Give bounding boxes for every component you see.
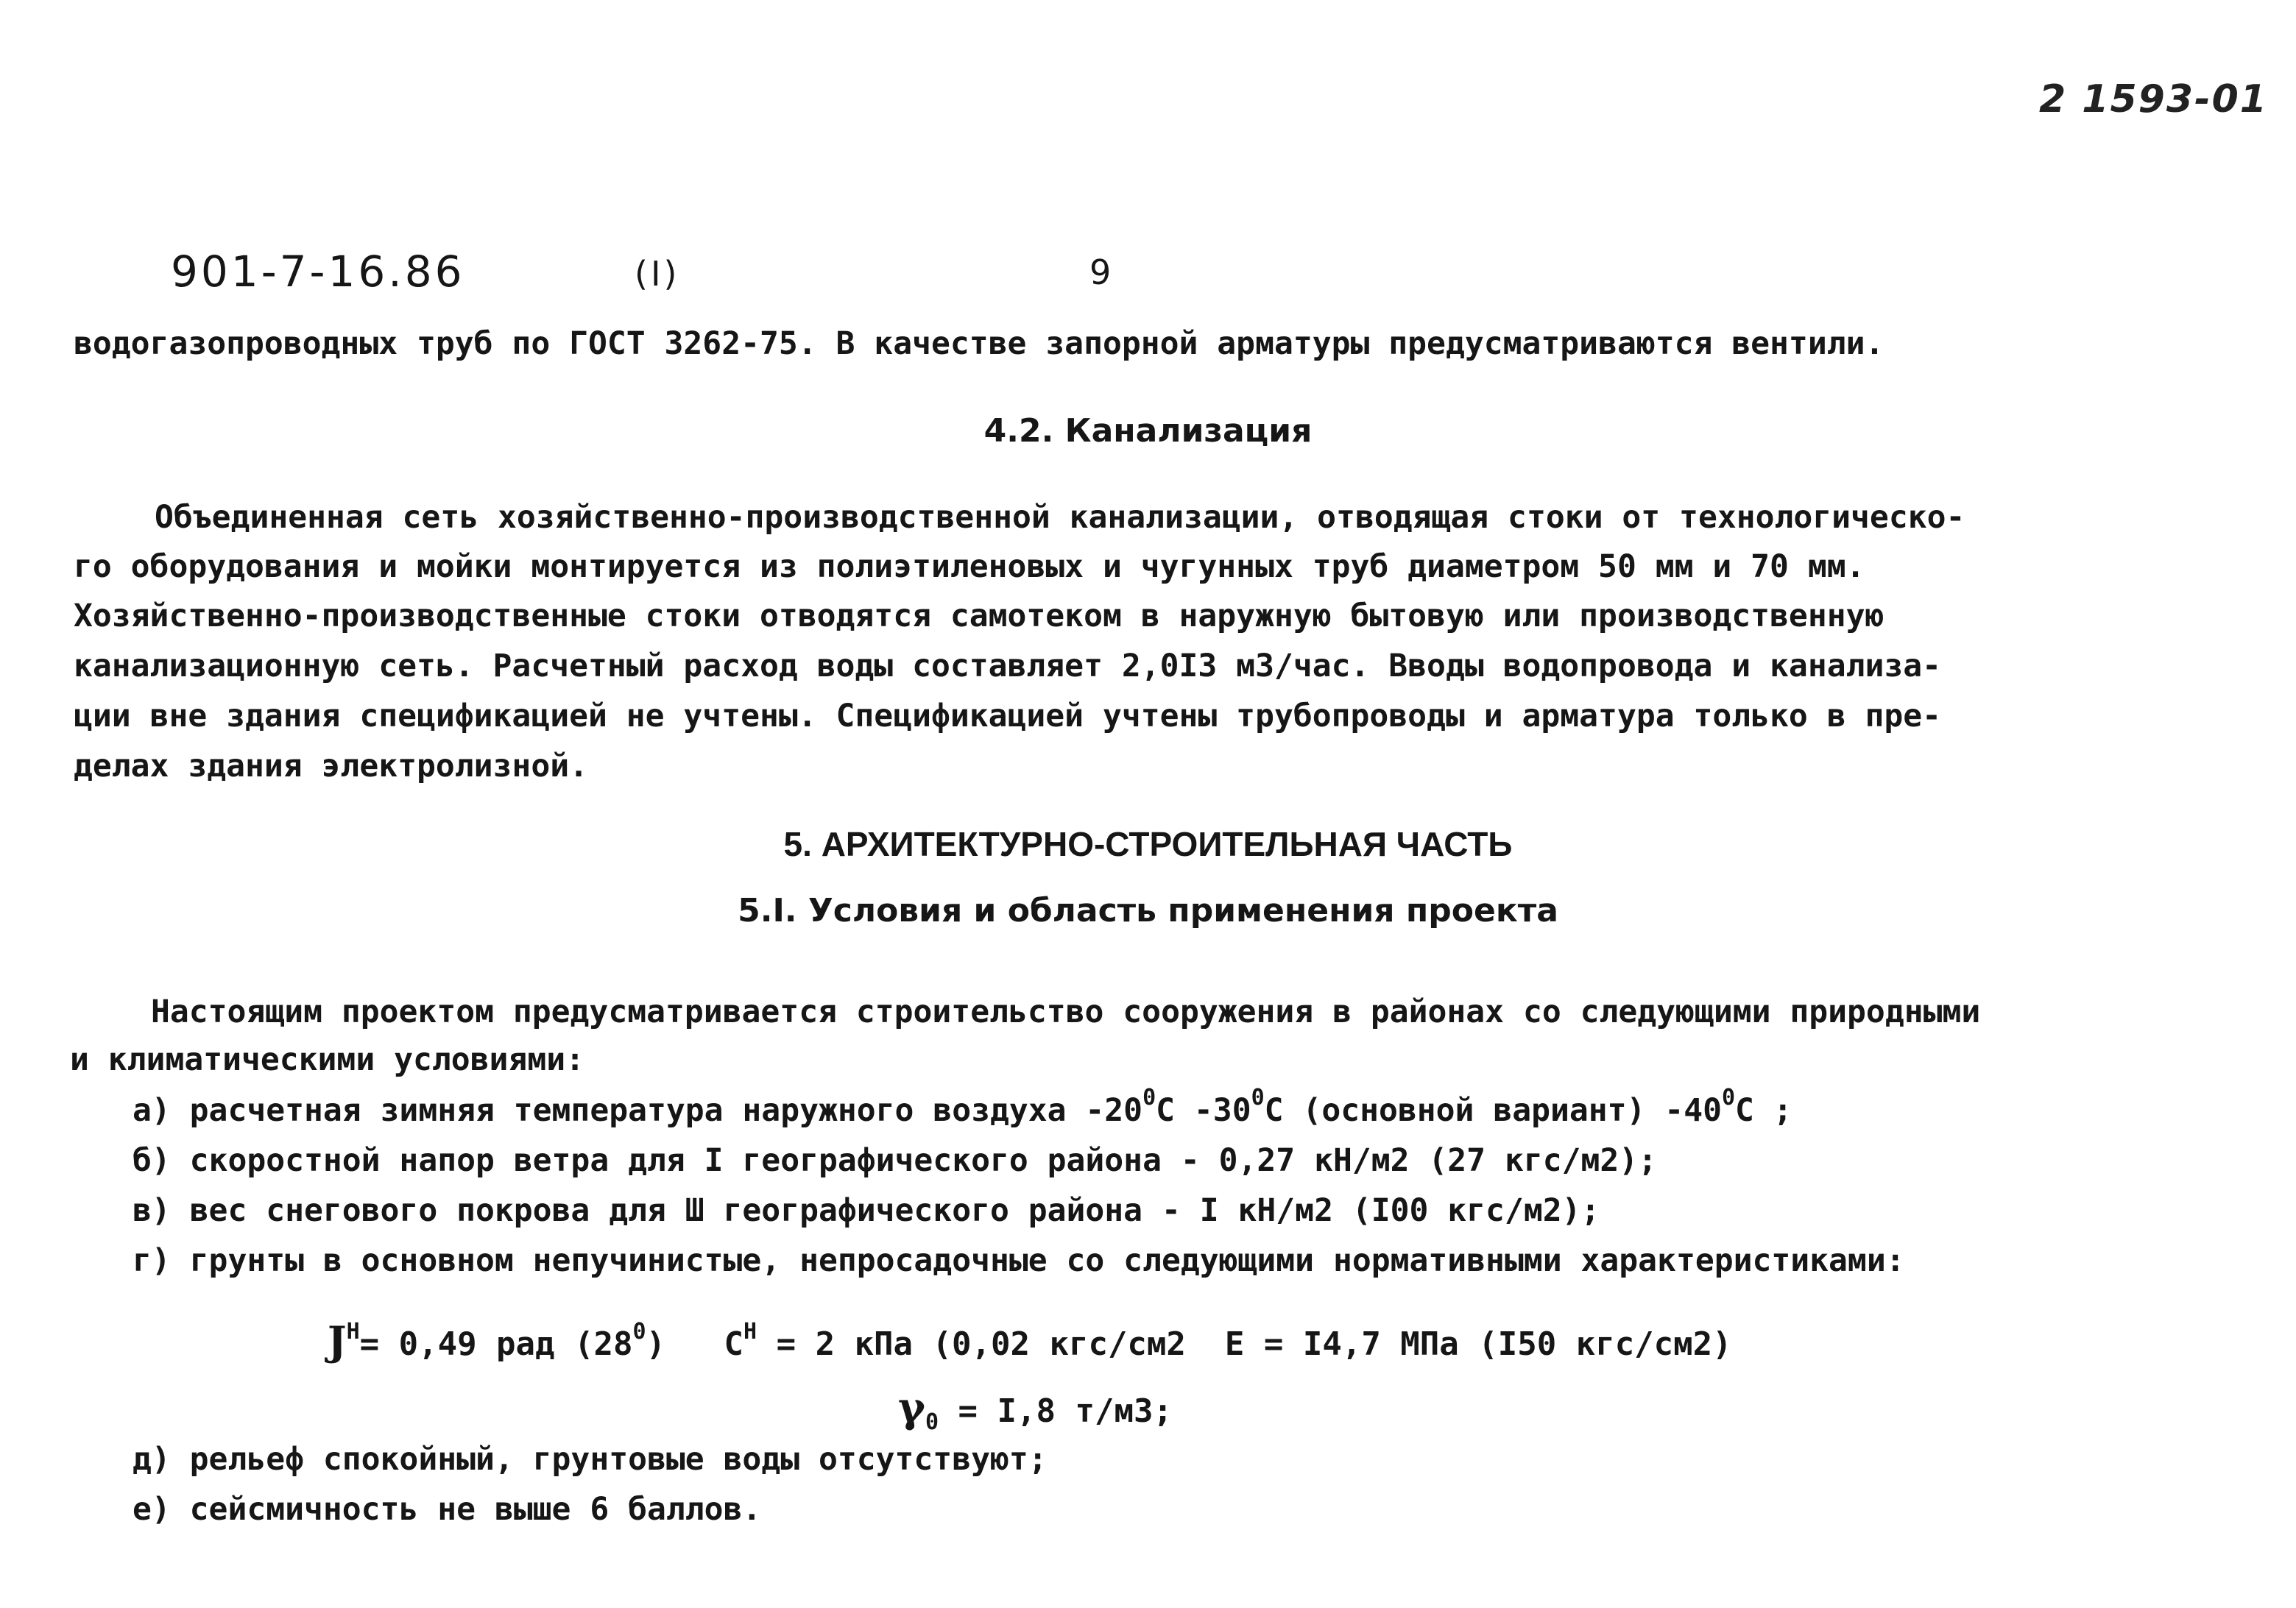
list-item-e: е) сейсмичность не выше 6 баллов. bbox=[133, 1491, 762, 1528]
section-heading-5: 5. АРХИТЕКТУРНО-СТРОИТЕЛЬНАЯ ЧАСТЬ bbox=[783, 825, 1513, 863]
gamma-symbol: γ bbox=[898, 1384, 925, 1432]
formula-text: = I,8 т/м3; bbox=[958, 1392, 1173, 1430]
document-code: 901-7-16.86 bbox=[171, 247, 465, 297]
item-a-text: а) расчетная зимняя температура наружного воздуха -20 bbox=[133, 1092, 1143, 1129]
list-item-d: д) рельеф спокойный, грунтовые воды отсутствуют; bbox=[133, 1441, 1048, 1478]
paragraph-line: ции вне здания спецификацией не учтены. Спецификацией учтены трубопроводы и арматура только в пре- bbox=[74, 698, 1942, 734]
page-number: 9 bbox=[1089, 252, 1115, 292]
degree-mark: 0 bbox=[1142, 1085, 1156, 1111]
list-item-g: г) грунты в основном непучинистые, непросадочные со следующими нормативными характеристиками: bbox=[133, 1242, 1905, 1279]
issue-number: (I) bbox=[635, 254, 680, 294]
item-a-text: С ; bbox=[1735, 1092, 1792, 1129]
formula-text: = 0,49 рад (28 bbox=[359, 1325, 633, 1363]
formula-text: ) bbox=[646, 1325, 666, 1363]
degree-mark: 0 bbox=[1721, 1085, 1736, 1111]
section-heading-5-1: 5.I. Условия и область применения проекта bbox=[738, 892, 1558, 929]
paragraph-line: и климатическими условиями: bbox=[70, 1041, 584, 1078]
formula-density bbox=[898, 1384, 1173, 1435]
item-a-text: С (основной вариант) -40 bbox=[1264, 1092, 1722, 1129]
formula-text: = 2 кПа (0,02 кгс/см2 bbox=[776, 1325, 1186, 1363]
formula-soil-properties bbox=[328, 1317, 1732, 1364]
archive-stamp: 2 1593-01 bbox=[2039, 77, 2268, 121]
phi-symbol: Ј bbox=[328, 1317, 347, 1364]
formula-text: Е = I4,7 МПа (I50 кгс/см2) bbox=[1224, 1325, 1732, 1363]
paragraph-line: водогазопроводных труб по ГОСТ 3262-75. В качестве запорной арматуры предусматриваются вентили. bbox=[74, 325, 1885, 362]
paragraph-line: го оборудования и мойки монтируется из полиэтиленовых и чугунных труб диаметром 50 мм и 70 мм. bbox=[74, 548, 1865, 585]
paragraph-line: канализационную сеть. Расчетный расход воды составляет 2,0I3 м3/час. Вводы водопровода и канализа- bbox=[74, 648, 1942, 684]
paragraph-line: Хозяйственно-производственные стоки отводятся самотеком в наружную бытовую или производственную bbox=[74, 598, 1885, 634]
section-heading-4-2: 4.2. Канализация bbox=[983, 412, 1313, 450]
degree-mark: 0 bbox=[632, 1319, 646, 1345]
superscript: Н bbox=[346, 1319, 360, 1345]
degree-mark: 0 bbox=[1251, 1085, 1265, 1111]
c-symbol: С bbox=[724, 1325, 744, 1363]
subscript: 0 bbox=[925, 1409, 939, 1435]
paragraph-line: делах здания электролизной. bbox=[74, 748, 588, 784]
paragraph-line: Настоящим проектом предусматривается строительство сооружения в районах со следующими природными bbox=[151, 994, 1981, 1030]
item-a-text: С -30 bbox=[1156, 1092, 1251, 1129]
superscript: Н bbox=[743, 1319, 757, 1345]
list-item-a bbox=[133, 1085, 1792, 1129]
list-item-v: в) вес снегового покрова для Ш географического района - I кН/м2 (I00 кгс/м2); bbox=[133, 1192, 1600, 1229]
list-item-b: б) скоростной напор ветра для I географического района - 0,27 кН/м2 (27 кгс/м2); bbox=[133, 1142, 1658, 1179]
paragraph-line: Объединенная сеть хозяйственно-производственной канализации, отводящая стоки от технологическо- bbox=[155, 499, 1965, 536]
